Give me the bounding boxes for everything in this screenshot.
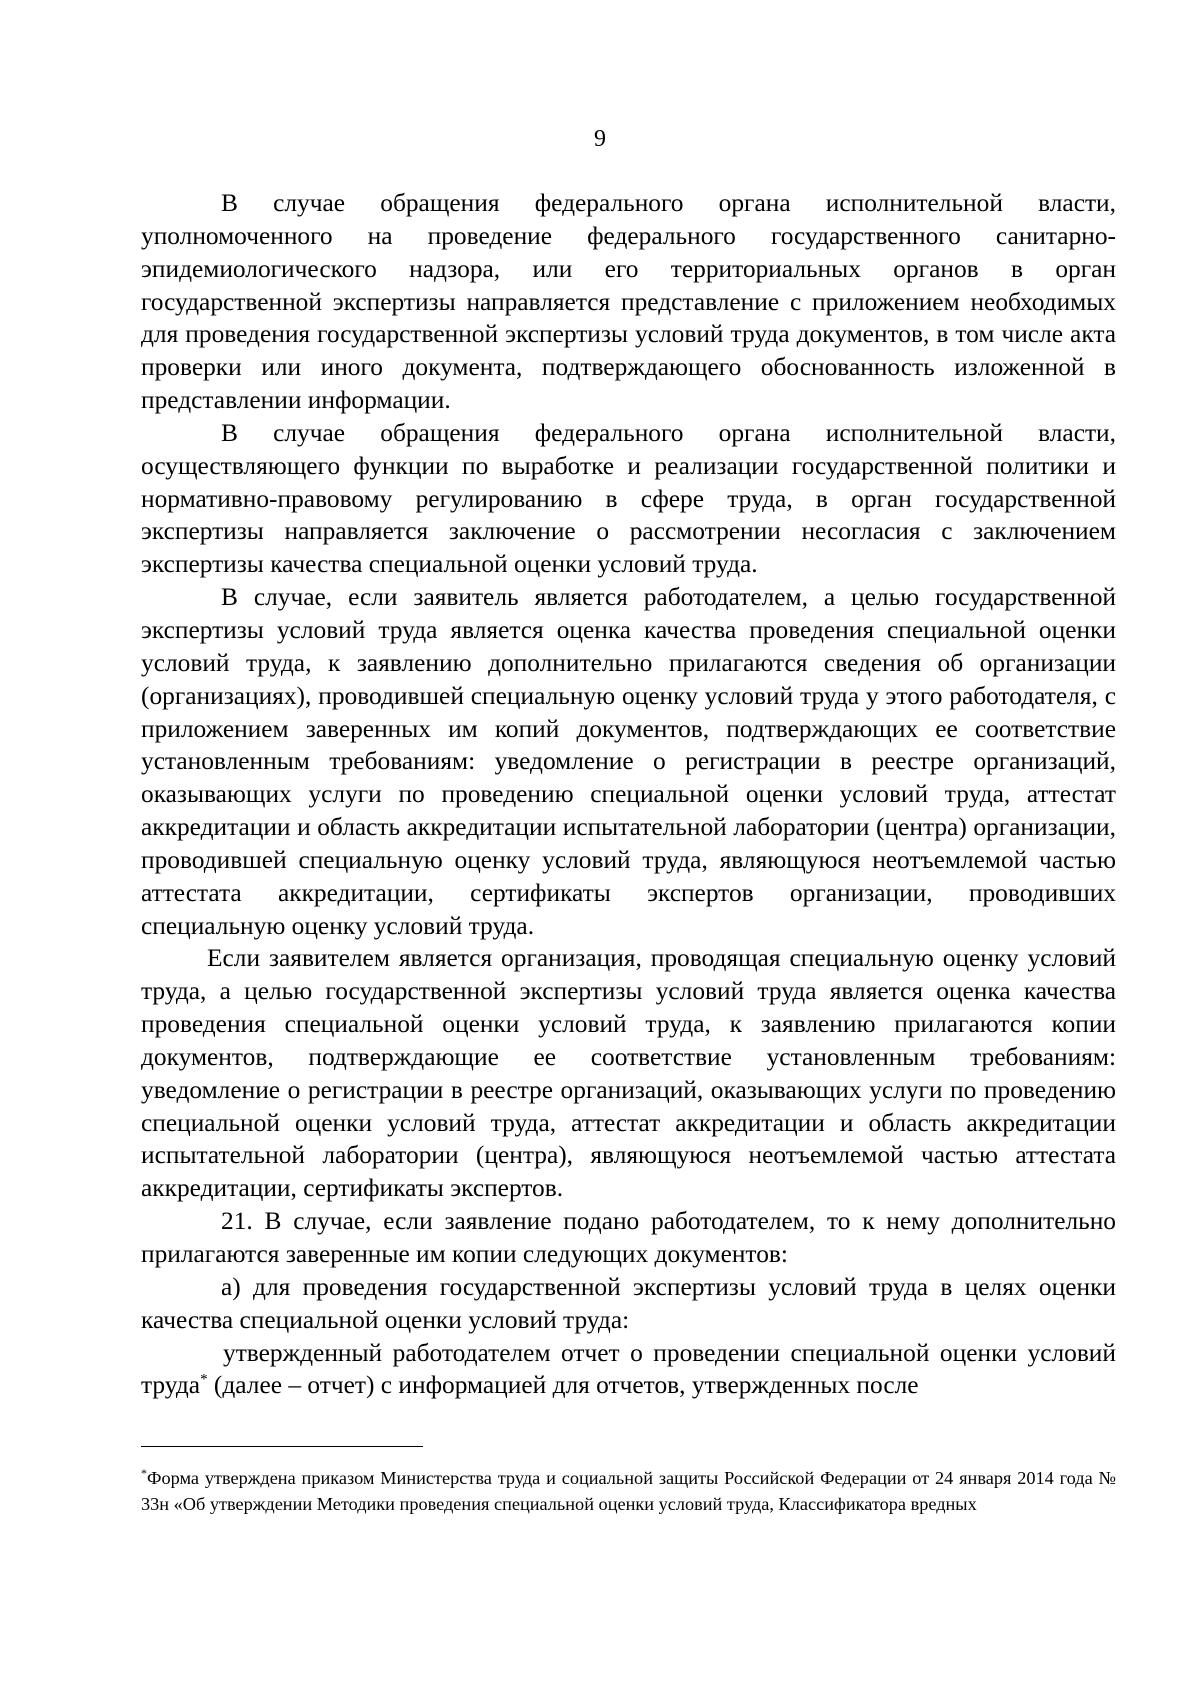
paragraph-employer-applicant: В случае, если заявитель является работодателем, а целью государственной экспертизы условий труда является оценка качества проведения специальной оценки условий труда, к заявлению дополнительно прилагаются сведения об организации (организациях), проводившей специальную оценку условий труда у этого работодателя, с приложением заверенных им копий документов, подтверждающих ее соответствие установленным требованиям: уведомление о регистрации в реестре организаций, оказывающих услуги по проведению специальной оценки условий труда, аттестат аккредитации и область аккредитации испытательной лаборатории (центра) организации, проводившей специальную оценку условий труда, являющуюся неотъемлемой частью аттестата аккредитации, сертификаты экспертов организации, проводивших специальную оценку условий труда.: [141, 583, 1116, 940]
paragraph-report: [141, 1337, 1116, 1403]
footnote-text: Форма утверждена приказом Министерства труда и социальной защиты Российской Федерации от 24 января 2014 года № 33н «Об утверждении Методики проведения специальной оценки условий труда, Классификатора вредных: [141, 1468, 1116, 1514]
report-text-end: (далее – отчет) с информацией для отчетов, утвержденных после: [207, 1371, 919, 1400]
footnote-mark: *: [141, 1465, 147, 1480]
paragraph-sanitary-supervision: В случае обращения федерального органа исполнительной власти, уполномоченного на проведение федерального государственного санитарно-эпидемиологического надзора, или его территориальных органов в орган государственной экспертизы направляется представление с приложением необходимых для проведения государственной экспертизы условий труда документов, в том числе акта проверки или иного документа, подтверждающего обоснованность изложенной в представлении информации.: [141, 189, 1116, 415]
footnote-separator: [141, 1446, 423, 1447]
footnote: [141, 1465, 1116, 1517]
paragraph-subitem-a: а) для проведения государственной экспертизы условий труда в целях оценки качества специальной оценки условий труда:: [141, 1272, 1116, 1334]
paragraph-labor-policy-authority: В случае обращения федерального органа исполнительной власти, осуществляющего функции по выработке и реализации государственной политики и нормативно-правовому регулированию в сфере труда, в орган государственной экспертизы направляется заключение о рассмотрении несогласия с заключением экспертизы качества специальной оценки условий труда.: [141, 418, 1116, 579]
paragraph-assessment-organization: Если заявителем является организация, проводящая специальную оценку условий труда, а целью государственной экспертизы условий труда является оценка качества проведения специальной оценки условий труда, к заявлению прилагаются копии документов, подтверждающие ее соответствие установленным требованиям: уведомление о регистрации в реестре организаций, оказывающих услуги по проведению специальной оценки условий труда, аттестат аккредитации и область аккредитации испытательной лаборатории (центра), являющуюся неотъемлемой частью аттестата аккредитации, сертификаты экспертов.: [141, 944, 1116, 1203]
footnote-reference-mark[interactable]: *: [200, 1371, 208, 1388]
report-text-start: утвержденный работодателем отчет о проведении специальной оценки условий труда: [141, 1338, 1116, 1400]
page-number: 9: [594, 126, 606, 152]
paragraph-item-21: 21. В случае, если заявление подано работодателем, то к нему дополнительно прилагаются заверенные им копии следующих документов:: [141, 1207, 1116, 1268]
main-text: [141, 187, 1116, 1402]
